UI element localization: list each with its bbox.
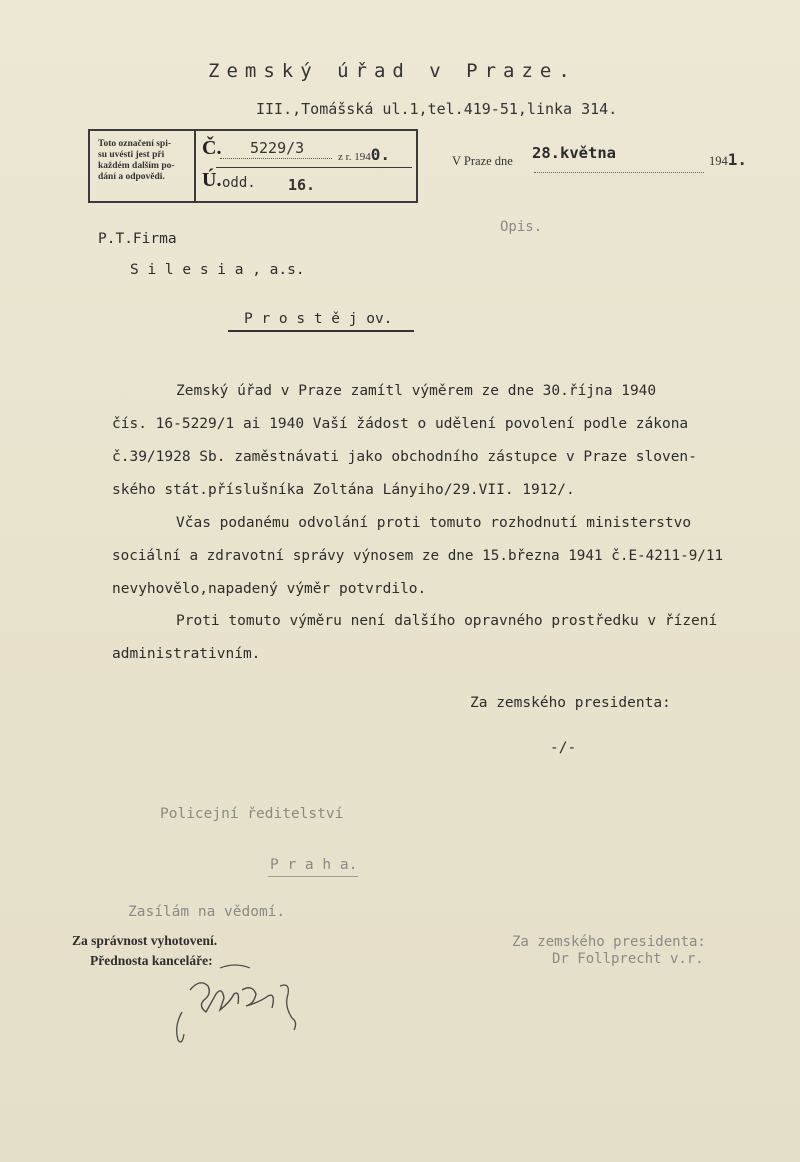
recipient-city-underline [228,330,414,332]
reference-number: 5229/3 [250,139,305,157]
dateline-prefix: V Praze dne [452,154,513,168]
dateline-year-prefix: 194 [709,154,728,168]
recipient-line2: S i l e s i a , a.s. [130,262,305,278]
reference-dept-label: odd. [222,175,256,191]
reference-year-prefix: z r. 194 [338,151,371,163]
dateline-year [709,150,747,169]
body-line: čís. 16-5229/1 ai 1940 Vaší žádost o udělení povolení podle zákona [112,416,689,432]
reference-note-line: Toto označení spi- [98,139,172,149]
signatory-line1: Za zemského presidenta: [512,934,706,950]
reference-fields [198,131,414,201]
reference-dept-value: 16. [288,176,316,194]
forward-city-underline [268,876,358,877]
body-line: nevyhovělo,napadený výměr potvrdilo. [112,581,427,597]
office-address: III.,Tomášská ul.1,tel.419-51,linka 314. [256,100,618,118]
closing-for-president: Za zemského presidenta: [470,695,671,711]
reference-box [88,129,418,203]
body-line: Zemský úřad v Praze zamítl výměrem ze dne 30.října 1940 [176,383,657,399]
reference-year-suffix: 0. [370,145,390,164]
certification-line1: Za správnost vyhotovení. [72,933,218,948]
dateline [452,144,748,169]
body-line: ského stát.příslušníka Zoltána Lányiho/29.VII. 1912/. [112,482,575,498]
signatory-line2: Dr Follprecht v.r. [552,951,704,967]
forward-addressee: Policejní ředitelství [160,806,344,822]
reference-note-line: dání a odpovědi. [98,172,165,182]
reference-year [338,145,390,164]
handwritten-signature [160,960,310,1050]
closing-signature-placeholder: -/- [550,740,577,756]
reference-number-line [220,158,332,159]
reference-mark-bottom: Ú. [202,169,222,191]
body-line: administrativním. [112,646,261,662]
body-line: sociální a zdravotní správy výnosem ze dne 15.března 1941 č.E-4211-9/11 [112,548,724,564]
body-line: č.39/1928 Sb. zaměstnávati jako obchodního zástupce v Praze sloven- [112,449,697,465]
dateline-rule [534,172,704,173]
body-line: Včas podanému odvolání proti tomuto rozhodnutí ministerstvo [176,515,692,531]
reference-note [90,131,196,201]
reference-mark-top: Č. [202,137,222,159]
reference-divider [216,167,412,168]
body-line: Proti tomuto výměru není dalšího opravného prostředku v řízení [176,613,718,629]
dateline-date: 28.května [532,144,616,162]
office-title: Zemský úřad v Praze. [208,60,577,82]
recipient-city: P r o s t ě j ov. [244,311,393,327]
reference-note-line: su uvésti jest při [98,150,165,160]
forward-city: P r a h a. [270,857,358,873]
recipient-line1: P.T.Firma [98,231,177,247]
forward-note: Zasílám na vědomí. [128,904,286,920]
copy-label: Opis. [500,219,543,235]
dateline-year-suffix: 1. [727,150,748,169]
reference-note-line: každém dalším po- [98,161,175,171]
certification-line2: Přednosta kanceláře: [90,953,213,968]
